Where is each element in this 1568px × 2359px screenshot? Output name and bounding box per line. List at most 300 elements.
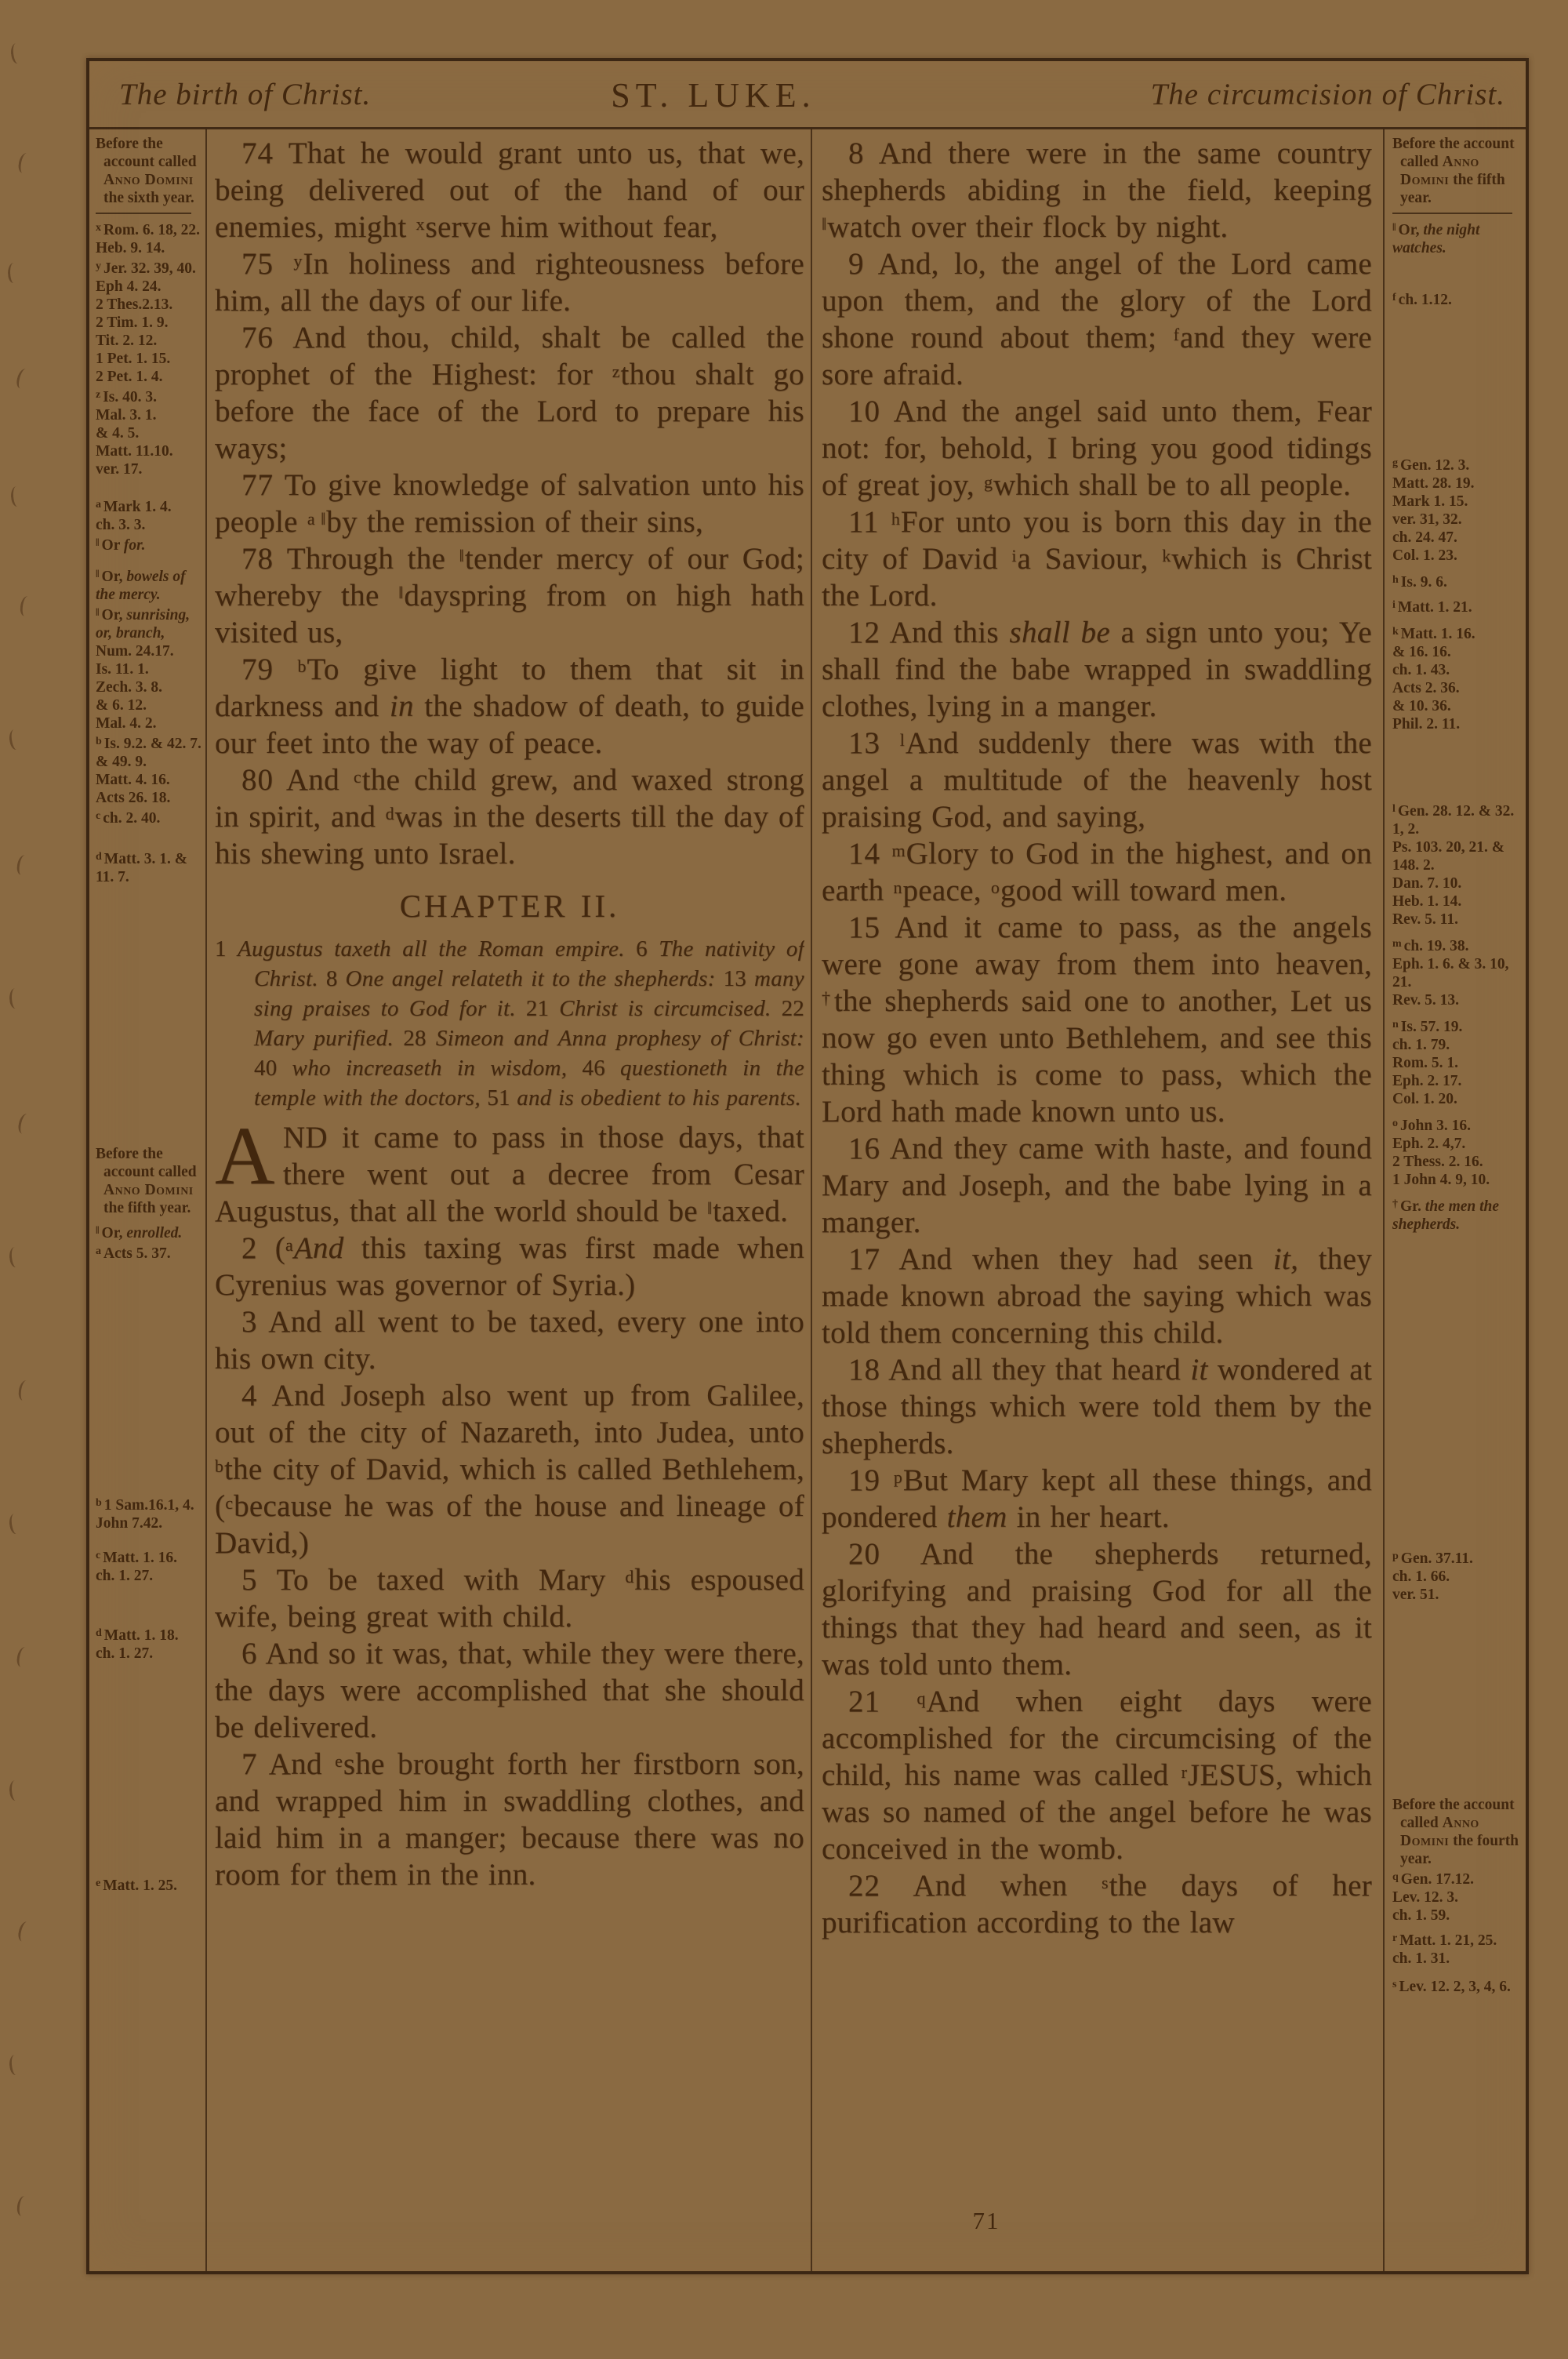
verse <box>822 1351 1372 1462</box>
left-text-column <box>215 135 804 2237</box>
margin-note-text: ch. 1. 79. <box>1392 1037 1450 1053</box>
verse-text: And so it was, that, while they were there, the days were accomplished that she should be delivered. <box>215 1637 804 1744</box>
margin-note-text: Heb. 9. 14. <box>96 240 165 256</box>
ink-mark <box>7 729 23 751</box>
margin-note <box>1392 661 1526 679</box>
left-margin-notes <box>96 135 202 2266</box>
margin-note <box>96 424 202 442</box>
margin-note <box>1392 991 1526 1009</box>
margin-note-text: Acts 5. 37. <box>103 1245 171 1262</box>
margin-note-text: & 10. 36. <box>1392 698 1451 714</box>
right-margin-notes <box>1392 135 1526 2266</box>
margin-note-text: Or for. <box>101 537 146 554</box>
margin-note-marker: d <box>96 1627 102 1639</box>
verse-text: $^q$And when eight days were accomplished for the circumcising of the child, his name was called $^r$JESUS, which was so named of the angel before he was conceived in the womb. <box>822 1685 1372 1866</box>
margin-note <box>96 714 202 732</box>
margin-note-marker: z <box>96 389 101 401</box>
verse-text: And thou, child, shalt be called the prophet of the Highest: for $^z$thou shalt go before the face of the Lord to prepare his ways; <box>215 321 804 465</box>
margin-note-marker: e <box>96 1877 101 1889</box>
margin-note <box>96 789 202 807</box>
margin-note-text: ver. 31, 32. <box>1392 511 1462 528</box>
verse-number: 10 <box>848 394 880 428</box>
margin-note <box>96 257 202 278</box>
verse-text: $^y$In holiness and righteousness before him, all the days of our life. <box>215 247 804 318</box>
margin-note-marker: p <box>1392 1550 1399 1562</box>
margin-note-text: Phil. 2. 11. <box>1392 716 1461 732</box>
margin-note-text: Matt. 28. 19. <box>1392 475 1475 492</box>
margin-note <box>1392 1586 1526 1604</box>
ink-mark <box>17 1113 32 1135</box>
page-frame <box>86 58 1529 2274</box>
verse <box>215 1110 804 1230</box>
ink-mark <box>8 1513 24 1535</box>
margin-note <box>96 771 202 789</box>
margin-note-text: Is. 40. 3. <box>103 389 158 405</box>
verse <box>822 1462 1372 1536</box>
verse-text: $^l$And suddenly there was with the angel a multitude of the heavenly host praising God, and saying, <box>822 726 1372 834</box>
margin-note <box>1392 643 1526 661</box>
margin-note-text: Or, bowels of the mercy. <box>96 569 186 603</box>
margin-note-text: ch. 24. 47. <box>1392 529 1457 546</box>
margin-note <box>1392 1976 1526 1996</box>
column-divider <box>811 129 812 2271</box>
verse-text: And Joseph also went up from Galilee, out of the city of Nazareth, into Judea, unto $^b$the city of David, which is called Bethlehem, ($^c$because he was of the house and lineage of David,) <box>215 1379 804 1560</box>
margin-note <box>1392 1135 1526 1153</box>
margin-note <box>1392 1016 1526 1036</box>
margin-note <box>1392 1796 1526 1868</box>
margin-note-text: & 16. 16. <box>1392 644 1451 660</box>
margin-note-text: Gen. 28. 12. & 32. 1, 2. <box>1392 803 1515 838</box>
margin-note-marker: l <box>1392 803 1396 815</box>
margin-note <box>96 332 202 350</box>
margin-note-text: 2 Thess. 2. 16. <box>1392 1154 1483 1170</box>
verse-text: ($^a$And this taxing was first made when Cyrenius was governor of Syria.) <box>215 1231 804 1302</box>
verse <box>215 467 804 540</box>
ink-mark <box>17 1921 33 1943</box>
verse <box>215 651 804 761</box>
margin-note-text: ch. 1. 31. <box>1392 1950 1450 1967</box>
margin-note-text: Mal. 4. 2. <box>96 715 157 732</box>
verse <box>822 909 1372 1130</box>
margin-note <box>1392 547 1526 565</box>
ink-mark <box>8 1779 22 1801</box>
column-divider <box>205 129 207 2271</box>
margin-note-marker: d <box>96 851 102 863</box>
margin-note-marker: r <box>1392 1932 1398 1944</box>
verse-number: 4 <box>241 1379 258 1412</box>
margin-note <box>1392 623 1526 643</box>
verse-text: And all went to be taxed, every one into his own city. <box>215 1305 804 1376</box>
margin-note-marker: c <box>96 810 101 822</box>
verse-number: 21 <box>848 1685 880 1718</box>
margin-rule <box>96 213 191 214</box>
verse <box>822 1867 1372 1941</box>
ink-mark <box>17 152 31 174</box>
margin-note-text: Or, enrolled. <box>101 1225 183 1241</box>
margin-note <box>96 1645 202 1663</box>
margin-note-text: Eph 4. 24. <box>96 278 162 295</box>
margin-note <box>96 1494 202 1514</box>
margin-note-text: Matt. 11.10. <box>96 443 173 460</box>
verse <box>215 1561 804 1635</box>
margin-note <box>1392 1171 1526 1189</box>
verse <box>215 1377 804 1561</box>
margin-note-marker: i <box>1392 599 1396 611</box>
margin-note-text: Rom. 6. 18, 22. <box>103 222 200 238</box>
margin-note <box>1392 1906 1526 1925</box>
verse <box>822 245 1372 393</box>
margin-note <box>96 1145 202 1217</box>
verse-text: $^b$To give light to them that sit in darkness and in the shadow of death, to guide our feet into the way of peace. <box>215 652 804 760</box>
margin-note-text: Rom. 5. 1. <box>1392 1055 1458 1071</box>
margin-note <box>1392 1547 1526 1568</box>
verse <box>822 135 1372 245</box>
verse <box>215 1746 804 1893</box>
verse <box>215 1635 804 1746</box>
margin-note <box>1392 219 1526 257</box>
margin-note-text: Is. 57. 19. <box>1400 1019 1463 1035</box>
ink-mark <box>16 1646 30 1668</box>
margin-note <box>1392 679 1526 697</box>
verse <box>822 1683 1372 1867</box>
verse-text: And when $^s$the days of her purification according to the law <box>822 1869 1372 1939</box>
margin-note-text: Or, sunrising, or, branch, Num. 24.17. <box>96 607 191 660</box>
margin-note-text: Is. 9. 6. <box>1400 574 1447 591</box>
verse-text: And when they had seen it, they made known abroad the saying which was told them concerning this child. <box>822 1242 1372 1350</box>
margin-note-text: Dan. 7. 10. <box>1392 875 1462 892</box>
margin-note-text: ch. 1. 43. <box>1392 662 1450 678</box>
verse <box>822 835 1372 909</box>
ink-mark <box>16 2195 30 2216</box>
verse-number: 75 <box>241 247 274 281</box>
book-title: ST. LUKE. <box>611 76 816 114</box>
margin-note <box>96 350 202 368</box>
margin-note <box>96 1222 202 1242</box>
margin-note-text: Matt. 1. 21, 25. <box>1399 1932 1497 1949</box>
margin-note <box>1392 135 1526 207</box>
ink-mark <box>7 262 20 283</box>
margin-note <box>1392 935 1526 955</box>
margin-note <box>96 239 202 257</box>
margin-note <box>1392 1153 1526 1171</box>
margin-note <box>1392 454 1526 474</box>
verse-number: 3 <box>241 1305 258 1339</box>
verse-number: 13 <box>848 726 880 760</box>
margin-note <box>1392 874 1526 892</box>
margin-note-text: ch. 1. 59. <box>1392 1907 1450 1924</box>
anno-domini-note: Before the account called Anno Domini the fourth year. <box>1392 1797 1519 1867</box>
margin-note <box>96 135 202 207</box>
margin-note <box>1392 511 1526 529</box>
anno-domini-note: Before the account called Anno Domini the fifth year. <box>96 1146 197 1216</box>
margin-note <box>1392 1036 1526 1054</box>
chapter-summary: 1 Augustus taxeth all the Roman empire. 6 The nativity of Christ. 8 One angel relateth it to the shepherds: 13 many sing praises to God for it. 21 Christ is circumcised. 22 Mary purified. 28 Simeon and Anna prophesy of Christ: 40 who increaseth in wisdom, 46 questioneth in the temple with the doctors, 51 and is obedient to his parents. <box>215 936 804 1110</box>
margin-note-text: Is. 9.2. & 42. 7. & 49. 9. <box>96 736 201 770</box>
verse-number: 17 <box>848 1242 880 1276</box>
verse <box>215 1230 804 1303</box>
margin-note <box>96 460 202 478</box>
margin-note-text: ch. 1. 27. <box>96 1645 154 1662</box>
verse-number: 74 <box>241 136 274 170</box>
margin-note <box>96 1514 202 1532</box>
verse <box>215 540 804 651</box>
margin-note-text: Matt. 4. 16. <box>96 772 170 788</box>
margin-note-text: Gr. the men the shepherds. <box>1392 1198 1500 1233</box>
verse <box>215 245 804 319</box>
margin-note <box>1392 955 1526 991</box>
margin-note <box>96 368 202 386</box>
margin-note-text: Ps. 103. 20, 21. & 148. 2. <box>1392 839 1504 874</box>
margin-note-text: Mark 1. 15. <box>1392 493 1468 510</box>
margin-note <box>1392 1195 1526 1234</box>
margin-note-text: Mal. 3. 1. <box>96 407 157 423</box>
margin-note <box>96 213 202 214</box>
margin-note-text: Matt. 1. 18. <box>103 1627 179 1644</box>
margin-note-text: ch. 1. 27. <box>96 1568 154 1584</box>
margin-note-marker: h <box>1392 574 1399 586</box>
margin-note <box>1392 213 1526 214</box>
verse-text: To be taxed with Mary $^d$his espoused wife, being great with child. <box>215 1563 804 1634</box>
margin-note-marker: c <box>96 1550 101 1561</box>
margin-note-text: Matt. 1. 21. <box>1397 599 1472 616</box>
margin-note-text: Eph. 2. 4,7. <box>1392 1136 1466 1152</box>
margin-note <box>96 565 202 604</box>
margin-note <box>1392 1868 1526 1888</box>
margin-rule <box>1392 213 1512 214</box>
margin-note-text: ch. 3. 3. <box>96 517 146 533</box>
verse-number: 5 <box>241 1563 258 1597</box>
margin-note <box>96 219 202 239</box>
margin-note-marker: ‖ <box>96 537 100 549</box>
margin-note-text: 2 Pet. 1. 4. <box>96 369 163 385</box>
right-text-column <box>822 135 1372 2237</box>
verse-number: 19 <box>848 1463 880 1497</box>
ink-mark <box>20 595 33 616</box>
margin-note-text: Jer. 32. 39, 40. <box>103 260 196 277</box>
chapter-heading: CHAPTER II. <box>399 888 620 924</box>
margin-note <box>1392 1888 1526 1906</box>
margin-note <box>1392 838 1526 874</box>
margin-note-marker: a <box>96 499 101 511</box>
margin-note <box>1392 493 1526 511</box>
verse-number: 79 <box>241 652 274 686</box>
margin-note-text: ch. 19. 38. <box>1403 938 1469 954</box>
margin-note-text: 1 Pet. 1. 15. <box>96 351 171 367</box>
margin-note <box>96 660 202 678</box>
running-head-right: The circumcision of Christ. <box>1150 78 1505 111</box>
verse-number: 8 <box>848 136 865 170</box>
margin-note <box>1392 529 1526 547</box>
header-rule <box>89 127 1526 129</box>
ink-mark <box>9 485 24 507</box>
verse-number: 11 <box>848 505 880 539</box>
margin-note-marker: q <box>1392 1871 1399 1883</box>
verse <box>215 1303 804 1377</box>
margin-note <box>1392 571 1526 591</box>
verse-number: 18 <box>848 1353 880 1387</box>
verse-number: 2 <box>241 1231 258 1265</box>
margin-note <box>96 386 202 406</box>
margin-note-text: & 4. 5. <box>96 425 140 442</box>
margin-note-text: Gen. 17.12. <box>1400 1871 1474 1888</box>
verse-text: And it came to pass, as the angels were gone away from them into heaven, †the shepherds said one to another, Let us now go even unto Bethlehem, and see this thing which is come to pass, which the Lord hath made known unto us. <box>822 911 1372 1129</box>
ink-mark <box>18 1379 32 1401</box>
margin-note <box>1392 1090 1526 1108</box>
verse-number: 77 <box>241 468 274 502</box>
verse <box>822 503 1372 614</box>
margin-note-text: Matt. 3. 1. & 11. 7. <box>96 851 187 885</box>
margin-note <box>96 1547 202 1567</box>
margin-note-text: Zech. 3. 8. <box>96 679 163 696</box>
margin-note-text: Or, the night watches. <box>1392 222 1480 256</box>
margin-note-text: Matt. 1. 16. <box>1400 626 1475 642</box>
verse <box>822 1241 1372 1351</box>
margin-note <box>96 1624 202 1645</box>
margin-note-marker: ‖ <box>1392 222 1396 234</box>
margin-note-text: 1 John 4. 9, 10. <box>1392 1172 1490 1188</box>
verse <box>822 1130 1372 1241</box>
margin-note <box>96 496 202 516</box>
verse-text: ND it came to pass in those days, that there went out a decree from Cesar Augustus, that all the world should be ‖taxed. <box>215 1121 804 1228</box>
verse-number: 12 <box>848 616 880 649</box>
margin-note <box>1392 596 1526 616</box>
margin-note <box>1392 474 1526 493</box>
margin-note-text: Eph. 1. 6. & 3. 10, 21. <box>1392 956 1509 990</box>
verse <box>822 1536 1372 1683</box>
verse <box>822 393 1372 503</box>
margin-note <box>96 1874 202 1895</box>
margin-note <box>1392 1114 1526 1135</box>
verse-text: And $^e$she brought forth her firstborn son, and wrapped him in swaddling clothes, and laid him in a manger; because there was no room for them in the inn. <box>215 1747 804 1892</box>
margin-note <box>1392 1054 1526 1072</box>
verse-number: 6 <box>241 1637 258 1670</box>
margin-note-marker: ‖ <box>96 1225 100 1237</box>
margin-note <box>1392 800 1526 838</box>
margin-note <box>1392 1072 1526 1090</box>
margin-note <box>96 1242 202 1263</box>
margin-note-text: Rev. 5. 11. <box>1392 911 1458 928</box>
margin-note-marker: ‖ <box>96 569 100 580</box>
margin-note <box>96 314 202 332</box>
margin-note <box>96 678 202 696</box>
verse-number: 78 <box>241 542 274 576</box>
margin-note-text: ch. 2. 40. <box>103 810 161 827</box>
verse-number: 76 <box>241 321 274 354</box>
drop-cap: A <box>215 1110 275 1201</box>
margin-note-text: Acts 26. 18. <box>96 790 171 806</box>
margin-note <box>1392 1929 1526 1950</box>
ink-mark <box>8 2054 23 2076</box>
verse-number: 9 <box>848 247 865 281</box>
ink-mark <box>9 987 23 1009</box>
margin-note <box>96 732 202 771</box>
verse-text: That he would grant unto us, that we, being delivered out of the hand of our enemies, might $^x$serve him without fear, <box>215 136 804 244</box>
margin-note-text: Col. 1. 23. <box>1392 547 1457 564</box>
margin-note-marker: s <box>1392 1979 1397 1990</box>
margin-note <box>96 696 202 714</box>
margin-note <box>96 442 202 460</box>
margin-note-marker: m <box>1392 938 1402 950</box>
ink-mark <box>15 368 31 391</box>
margin-note <box>96 604 202 660</box>
verse-text: $^m$Glory to God in the highest, and on earth $^n$peace, $^o$good will toward men. <box>822 837 1372 907</box>
margin-note-text: Gen. 37.11. <box>1400 1550 1473 1567</box>
running-head-left: The birth of Christ. <box>119 78 372 111</box>
margin-note <box>96 848 202 886</box>
verse <box>822 725 1372 835</box>
margin-note-text: Matt. 1. 16. <box>103 1550 177 1566</box>
verse-text: And, lo, the angel of the Lord came upon them, and the glory of the Lord shone round about them; $^f$and they were sore afraid. <box>822 247 1372 391</box>
margin-note-marker: n <box>1392 1019 1399 1030</box>
verse-text: And this shall be a sign unto you; Ye shall find the babe wrapped in swaddling clothes, lying in a manger. <box>822 616 1372 723</box>
verse-number: 14 <box>848 837 880 871</box>
margin-note <box>1392 1950 1526 1968</box>
verse-text: And the angel said unto them, Fear not: for, behold, I bring you good tidings of great joy, $^g$which shall be to all people. <box>822 394 1372 502</box>
verse-number: 20 <box>848 1537 880 1571</box>
margin-note-marker: ‖ <box>96 607 100 619</box>
margin-note-text: ch. 1.12. <box>1398 292 1452 308</box>
margin-note <box>1392 911 1526 929</box>
margin-note-text: John 7.42. <box>96 1515 163 1532</box>
verse-number: 80 <box>241 763 274 797</box>
margin-note-marker: † <box>1392 1198 1398 1210</box>
verse <box>215 135 804 245</box>
margin-note-marker: y <box>96 260 101 272</box>
margin-note <box>96 406 202 424</box>
margin-note-marker: k <box>1392 626 1399 638</box>
margin-note-text: & 6. 12. <box>96 697 147 714</box>
anno-domini-note: Before the account called Anno Domini the fifth year. <box>1392 136 1515 206</box>
column-divider <box>1383 129 1385 2271</box>
margin-note-marker: o <box>1392 1118 1398 1129</box>
margin-note <box>1392 697 1526 715</box>
margin-note <box>1392 715 1526 733</box>
verse-number: 15 <box>848 911 880 944</box>
margin-note-text: 2 Thes.2.13. <box>96 296 173 313</box>
margin-note <box>96 278 202 296</box>
ink-mark <box>9 42 24 64</box>
margin-note <box>1392 289 1526 309</box>
book-spine-edge <box>0 0 50 2359</box>
margin-note-marker: g <box>1392 457 1398 469</box>
margin-note-text: Lev. 12. 2, 3, 4, 6. <box>1399 1979 1511 1995</box>
margin-note <box>96 534 202 554</box>
margin-note-text: Eph. 2. 17. <box>1392 1073 1462 1089</box>
margin-note-text: ver. 17. <box>96 461 143 478</box>
margin-note-text: 1 Sam.16.1, 4. <box>103 1497 194 1514</box>
verse-text: $^h$For unto you is born this day in the city of David $^i$a Saviour, $^k$which is Christ the Lord. <box>822 505 1372 612</box>
margin-note-text: Heb. 1. 14. <box>1392 893 1462 910</box>
verse-text: And all they that heard it wondered at those things which were told them by the shepherds. <box>822 1353 1372 1460</box>
margin-note <box>96 1567 202 1585</box>
margin-note-text: Lev. 12. 3. <box>1392 1889 1458 1906</box>
margin-note <box>96 807 202 827</box>
verse-number: 7 <box>241 1747 258 1781</box>
margin-note-text: Col. 1. 20. <box>1392 1091 1457 1107</box>
ink-mark <box>8 1246 23 1268</box>
margin-note-text: Gen. 12. 3. <box>1400 457 1470 474</box>
margin-note-text: Rev. 5. 13. <box>1392 992 1460 1009</box>
page-number: 71 <box>972 2207 1000 2234</box>
verse <box>215 319 804 467</box>
running-head <box>89 67 1526 124</box>
verse-text: And $^c$the child grew, and waxed strong in spirit, and $^d$was in the deserts till the day of his shewing unto Israel. <box>215 763 804 871</box>
verse <box>215 761 804 872</box>
verse-number: 22 <box>848 1869 880 1903</box>
margin-note <box>1392 1568 1526 1586</box>
verse-text: And they came with haste, and found Mary and Joseph, and the babe lying in a manger. <box>822 1132 1372 1239</box>
margin-note <box>96 516 202 534</box>
